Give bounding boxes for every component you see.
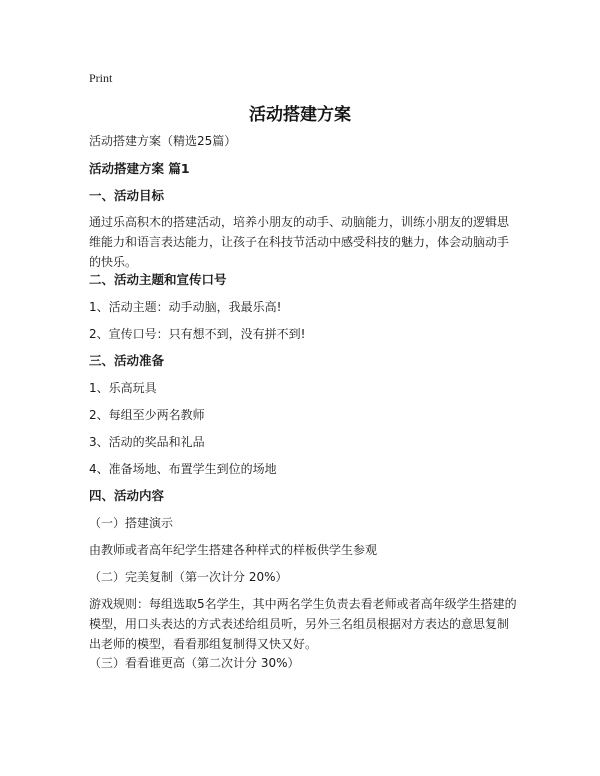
- section-heading-goals: 一、活动目标: [89, 188, 165, 203]
- list-item: 2、每组至少两名教师: [89, 408, 205, 422]
- section-body-goals: 通过乐高积木的搭建活动，培养小朋友的动手、动脑能力，训练小朋友的逻辑思维能力和语言表达能力，让孩子在科技节活动中感受科技的魅力，体会动脑动手的快乐。: [89, 215, 510, 269]
- section-heading-preparation: 三、活动准备: [89, 353, 165, 368]
- document-subtitle: 活动搭建方案（精选25篇）: [89, 134, 237, 148]
- paragraph: （二）完美复制（第一次计分 20%）: [89, 570, 288, 584]
- section-heading-content: 四、活动内容: [89, 488, 165, 503]
- list-item: 1、乐高玩具: [89, 381, 157, 395]
- chapter-heading: 活动搭建方案 篇1: [89, 161, 190, 176]
- list-item: 4、准备场地、布置学生到位的场地: [89, 462, 277, 476]
- list-item: 3、活动的奖品和礼品: [89, 435, 205, 449]
- paragraph: （一）搭建演示: [89, 516, 174, 530]
- paragraph: 游戏规则：每组选取5名学生，其中两名学生负责去看老师或者高年级学生搭建的模型，用口头表达的方式表述给组员听，另外三名组员根据对方表达的意思复制出老师的模型，看看那组复制得又快又好。: [89, 597, 517, 651]
- document-title: 活动搭建方案: [249, 105, 351, 125]
- paragraph: （三）看看谁更高（第二次计分 30%）: [89, 656, 300, 670]
- print-label[interactable]: Print: [89, 71, 113, 85]
- list-item: 2、宣传口号：只有想不到，没有拼不到!: [89, 327, 306, 341]
- section-heading-theme: 二、活动主题和宣传口号: [89, 272, 227, 287]
- list-item: 1、活动主题：动手动脑，我最乐高!: [89, 300, 282, 314]
- paragraph: 由教师或者高年纪学生搭建各种样式的样板供学生参观: [89, 543, 378, 557]
